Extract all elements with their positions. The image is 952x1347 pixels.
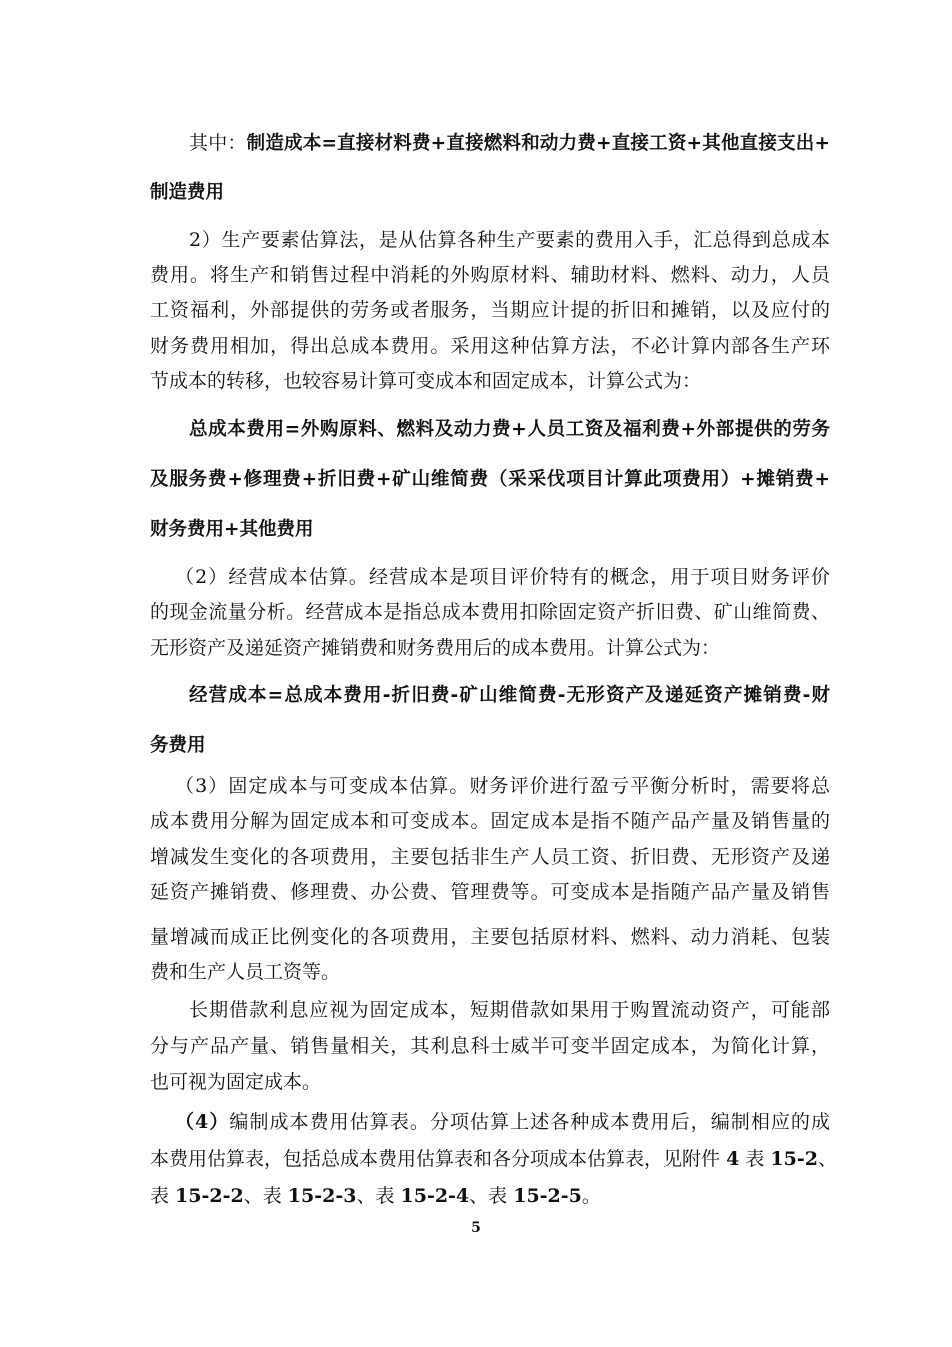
table-ref: 15-2-3 (287, 1185, 357, 1207)
paragraph-line: 增减发生变化的各项费用，主要包括非生产人员工资、折旧费、无形资产及递 (150, 846, 830, 868)
paragraph-text: 表 (745, 1148, 765, 1170)
paragraph-line: 量增减而成正比例变化的各项费用，主要包括原材料、燃料、动力消耗、包装 (150, 926, 830, 948)
formula-line: 财务费用+其他费用 (150, 519, 314, 540)
paragraph-text: 、表 (469, 1185, 508, 1207)
paragraph-text: 本费用估算表，包括总成本费用估算表和各分项成本估算表，见附件 (150, 1148, 721, 1170)
formula-prefix: 其中： (189, 132, 247, 154)
paragraph-text: 、表 (356, 1185, 395, 1207)
paragraph-line: 无形资产及递延资产摊销费和财务费用后的成本费用。计算公式为： (150, 637, 721, 659)
formula-line: 经营成本=总成本费用-折旧费-矿山维简费-无形资产及递延资产摊销费-财 (189, 685, 830, 706)
paragraph-line: （3）固定成本与可变成本估算。财务评价进行盈亏平衡分析时，需要将总 (175, 775, 830, 797)
paragraph-line (150, 1147, 837, 1171)
table-ref: 15-2-2 (175, 1185, 244, 1207)
paragraph-line: 分与产品产量、销售量相关，其利息科士威半可变半固定成本，为简化计算， (150, 1035, 830, 1057)
paragraph-line (175, 1110, 830, 1134)
paragraph-line: 费用。将生产和销售过程中消耗的外购原材料、辅助材料、燃料、动力，人员 (150, 264, 830, 286)
paragraph-line: （2）经营成本估算。经营成本是项目评价特有的概念，用于项目财务评价 (175, 566, 830, 588)
table-ref: 15-2-5 (513, 1185, 582, 1207)
formula-line (189, 131, 830, 156)
formula-line: 总成本费用=外购原料、燃料及动力费+人员工资及福利费+外部提供的劳务 (189, 419, 830, 440)
table-ref: 15-2-4 (400, 1185, 470, 1207)
paragraph-text: 、 (817, 1148, 837, 1170)
paragraph-line: 长期借款利息应视为固定成本，短期借款如果用于购置流动资产，可能部 (189, 999, 830, 1021)
formula-line: 务费用 (150, 735, 206, 756)
paragraph-line: 费和生产人员工资等。 (150, 961, 341, 983)
paragraph-line: 的现金流量分析。经营成本是指总成本费用扣除固定资产折旧费、矿山维简费、 (150, 601, 830, 623)
table-ref: 15-2 (770, 1148, 818, 1170)
paragraph-line: 工资福利，外部提供的劳务或者服务，当期应计提的折旧和摊销，以及应付的 (150, 299, 830, 321)
paragraph-line: 也可视为固定成本。 (150, 1071, 322, 1093)
paragraph-text: 表 (150, 1185, 170, 1207)
attachment-ref: 4 (726, 1148, 740, 1170)
paragraph-line: 财务费用相加，得出总成本费用。采用这种估算方法，不必计算内部各生产环 (150, 335, 830, 357)
formula-line: 及服务费+修理费+折旧费+矿山维简费（采采伐项目计算此项费用）+摊销费+ (150, 469, 830, 490)
paragraph-text: 、表 (243, 1185, 282, 1207)
page-number: 5 (471, 1220, 481, 1236)
paragraph-line: 成本费用分解为固定成本和可变成本。固定成本是指不随产品产量及销售量的 (150, 810, 830, 832)
paragraph-line: 节成本的转移，也较容易计算可变成本和固定成本，计算公式为： (150, 370, 702, 392)
formula-text: 制造成本=直接材料费+直接燃料和动力费+直接工资+其他直接支出+ (246, 133, 830, 154)
paragraph-text: 。 (581, 1185, 601, 1207)
paragraph-line: 2）生产要素估算法，是从估算各种生产要素的费用入手，汇总得到总成本 (189, 229, 830, 251)
paragraph-text: 编制成本费用估算表。分项估算上述各种成本费用后，编制相应的成 (229, 1111, 830, 1133)
formula-line: 制造费用 (150, 182, 225, 203)
paragraph-line: 延资产摊销费、修理费、办公费、管理费等。可变成本是指随产品产量及销售 (150, 881, 830, 903)
item-number: （4） (175, 1111, 230, 1133)
paragraph-line (150, 1184, 830, 1208)
